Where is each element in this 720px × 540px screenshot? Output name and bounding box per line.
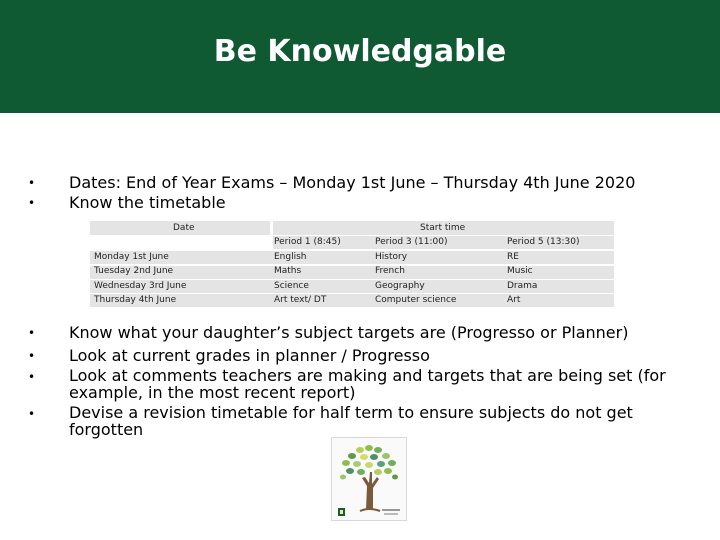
row-period-5: Drama <box>507 281 538 291</box>
slide-title: Be Knowledgable <box>213 34 507 69</box>
row-period-3: Computer science <box>375 295 457 305</box>
row-period-3: French <box>375 266 405 276</box>
top-bullet-list <box>28 173 688 213</box>
row-period-5: Art <box>507 295 521 305</box>
row-period-1: Maths <box>274 266 302 276</box>
bullet-item-revision <box>28 404 688 438</box>
row-period-5: RE <box>507 252 519 262</box>
bullet-text: Know what your daughter’s subject targets are (Progresso or Planner) <box>69 323 629 342</box>
bullet-text: Look at comments teachers are making and targets that are being set (for example, in the most recent report) <box>69 366 666 402</box>
row-date: Wednesday 3rd June <box>94 281 187 291</box>
tree-logo-icon <box>331 437 407 521</box>
row-date: Monday 1st June <box>94 252 169 262</box>
bullet-item-comments <box>28 367 688 401</box>
bullet-text: Devise a revision timetable for half term to ensure subjects do not get forgotten <box>69 403 633 439</box>
bullet-text: Know the timetable <box>69 193 226 212</box>
bullet-text: Look at current grades in planner / Progresso <box>69 346 430 365</box>
exam-timetable <box>90 221 614 307</box>
row-period-3: Geography <box>375 281 425 291</box>
bottom-bullet-list <box>28 323 688 438</box>
tree-logo-graphic <box>332 438 406 520</box>
bullet-item-timetable <box>28 193 688 213</box>
row-period-3: History <box>375 252 408 262</box>
header-start-time: Start time <box>420 223 466 233</box>
row-date: Thursday 4th June <box>94 295 177 305</box>
bullet-dot-icon: • <box>28 407 36 421</box>
bullet-dot-icon: • <box>28 176 36 190</box>
bullet-dot-icon: • <box>28 196 36 210</box>
bullet-item-targets <box>28 323 688 343</box>
row-period-1: Art text/ DT <box>274 295 327 305</box>
column-period-1: Period 1 (8:45) <box>274 237 341 247</box>
row-period-5: Music <box>507 266 533 276</box>
column-period-3: Period 3 (11:00) <box>375 237 448 247</box>
bullet-dot-icon: • <box>28 370 36 384</box>
row-date: Tuesday 2nd June <box>94 266 174 276</box>
bullet-dot-icon: • <box>28 349 36 363</box>
bullet-item-dates <box>28 173 688 193</box>
row-period-1: English <box>274 252 307 262</box>
bullet-text: Dates: End of Year Exams – Monday 1st June – Thursday 4th June 2020 <box>69 173 636 192</box>
column-period-5: Period 5 (13:30) <box>507 237 580 247</box>
bullet-dot-icon: • <box>28 326 36 340</box>
bullet-item-grades <box>28 346 688 366</box>
title-banner <box>0 0 720 113</box>
row-period-1: Science <box>274 281 309 291</box>
header-date: Date <box>173 223 195 233</box>
